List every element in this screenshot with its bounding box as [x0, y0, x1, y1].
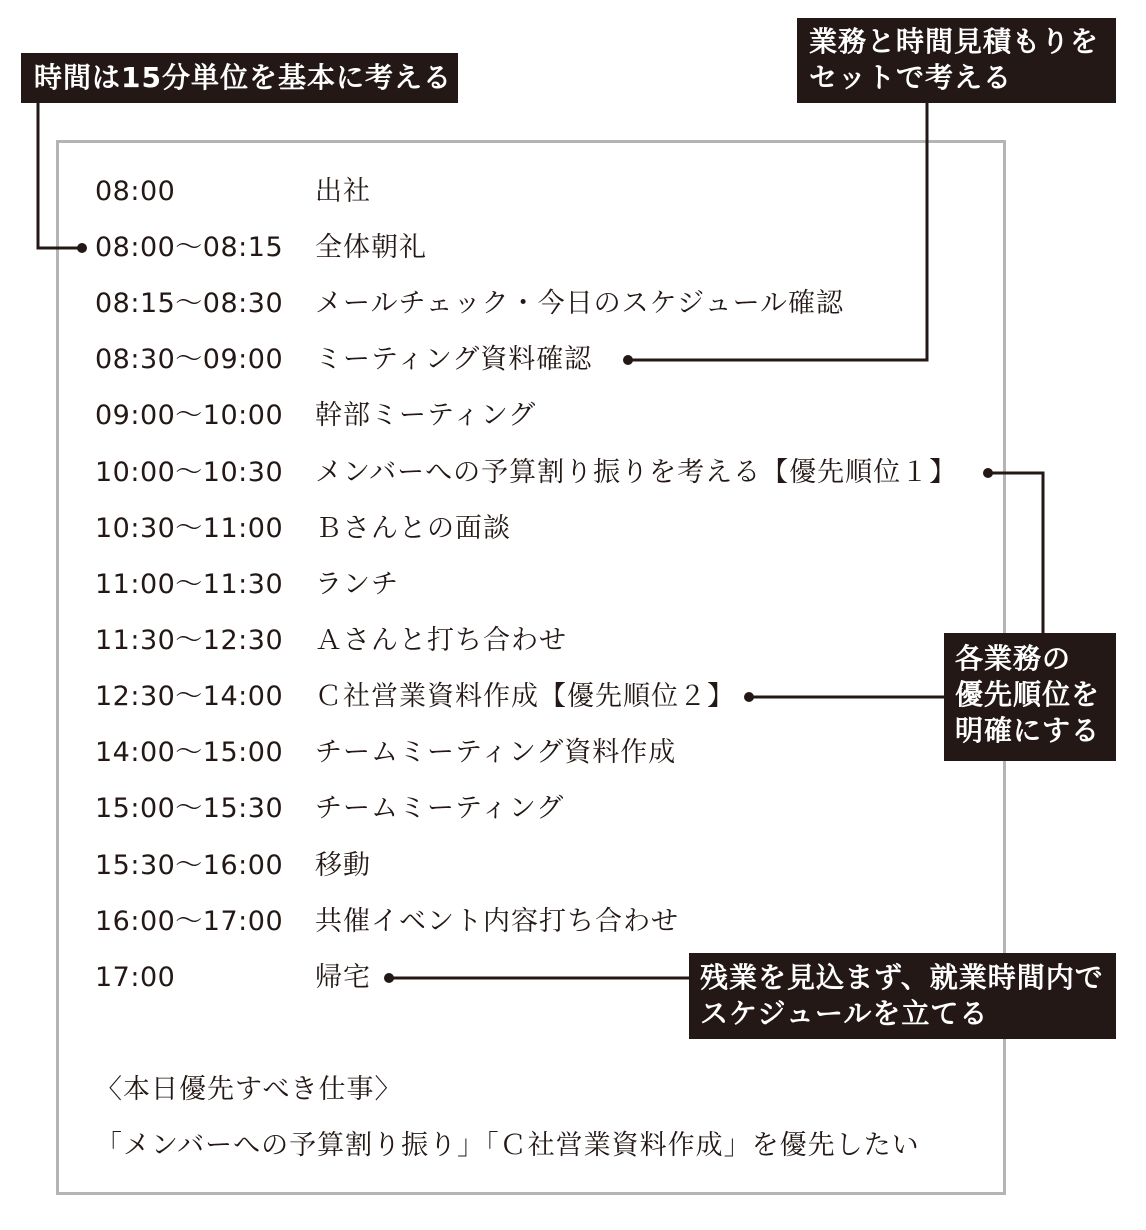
callout-time-unit [21, 53, 458, 103]
task-name: 移動 [315, 850, 371, 881]
task-name: チームミーティング資料作成 [315, 737, 677, 768]
connector-dot [983, 468, 993, 478]
task-name: 帰宅 [315, 962, 371, 993]
task-name: 出社 [315, 176, 371, 207]
time-slot: 15:30〜16:00 [95, 850, 284, 881]
connector-time-unit [38, 102, 82, 248]
callout-estimate [797, 18, 1116, 103]
task-name: 共催イベント内容打ち合わせ [315, 906, 679, 937]
task-name: 幹部ミーティング [315, 400, 537, 431]
priority-heading: 〈本日優先すべき仕事〉 [95, 1074, 403, 1105]
callout-line: 優先順位を [955, 678, 1101, 711]
time-slot: 08:00〜08:15 [95, 232, 284, 263]
connector-dot [744, 692, 754, 702]
time-slot: 10:30〜11:00 [95, 513, 284, 544]
time-slot: 12:30〜14:00 [95, 681, 284, 712]
time-slot: 10:00〜10:30 [95, 457, 284, 488]
task-name: チームミーティング [315, 793, 565, 824]
time-slot: 14:00〜15:00 [95, 737, 284, 768]
task-name: メールチェック・今日のスケジュール確認 [315, 288, 845, 319]
callout-line: 各業務の [955, 642, 1072, 675]
task-name: ランチ [315, 569, 399, 600]
time-slot: 15:00〜15:30 [95, 793, 284, 824]
task-name: Ａさんと打ち合わせ [315, 625, 567, 656]
time-slot: 08:30〜09:00 [95, 344, 284, 375]
callout-priority [944, 633, 1116, 761]
callout-line: スケジュールを立てる [700, 997, 989, 1030]
callout-line: 残業を見込まず、就業時間内で [700, 961, 1104, 994]
connector-dot [77, 243, 87, 253]
time-slot: 09:00〜10:00 [95, 400, 284, 431]
callout-line: 業務と時間見積もりを [809, 25, 1100, 58]
connector-estimate [628, 102, 927, 360]
time-slot: 08:15〜08:30 [95, 288, 284, 319]
task-name: ミーティング資料確認 [315, 344, 593, 375]
task-name: Ｃ社営業資料作成【優先順位２】 [315, 681, 735, 712]
connector-dot [623, 355, 633, 365]
task-name: メンバーへの予算割り振りを考える【優先順位１】 [315, 457, 958, 488]
callout-line: 時間は15分単位を基本に考える [34, 61, 452, 94]
time-slot: 11:00〜11:30 [95, 569, 284, 600]
task-name: 全体朝礼 [315, 232, 427, 263]
time-slot: 17:00 [95, 962, 176, 993]
priority-text: 「メンバーへの予算割り振り」「Ｃ社営業資料作成」を優先したい [95, 1130, 920, 1161]
task-name: Ｂさんとの面談 [315, 513, 511, 544]
callout-overtime [689, 953, 1116, 1039]
time-slot: 16:00〜17:00 [95, 906, 284, 937]
connector-dot [384, 973, 394, 983]
time-slot: 08:00 [95, 176, 176, 207]
connector-priority-1 [988, 473, 1043, 633]
callout-line: セットで考える [809, 61, 1013, 94]
time-slot: 11:30〜12:30 [95, 625, 284, 656]
callout-line: 明確にする [955, 714, 1101, 747]
